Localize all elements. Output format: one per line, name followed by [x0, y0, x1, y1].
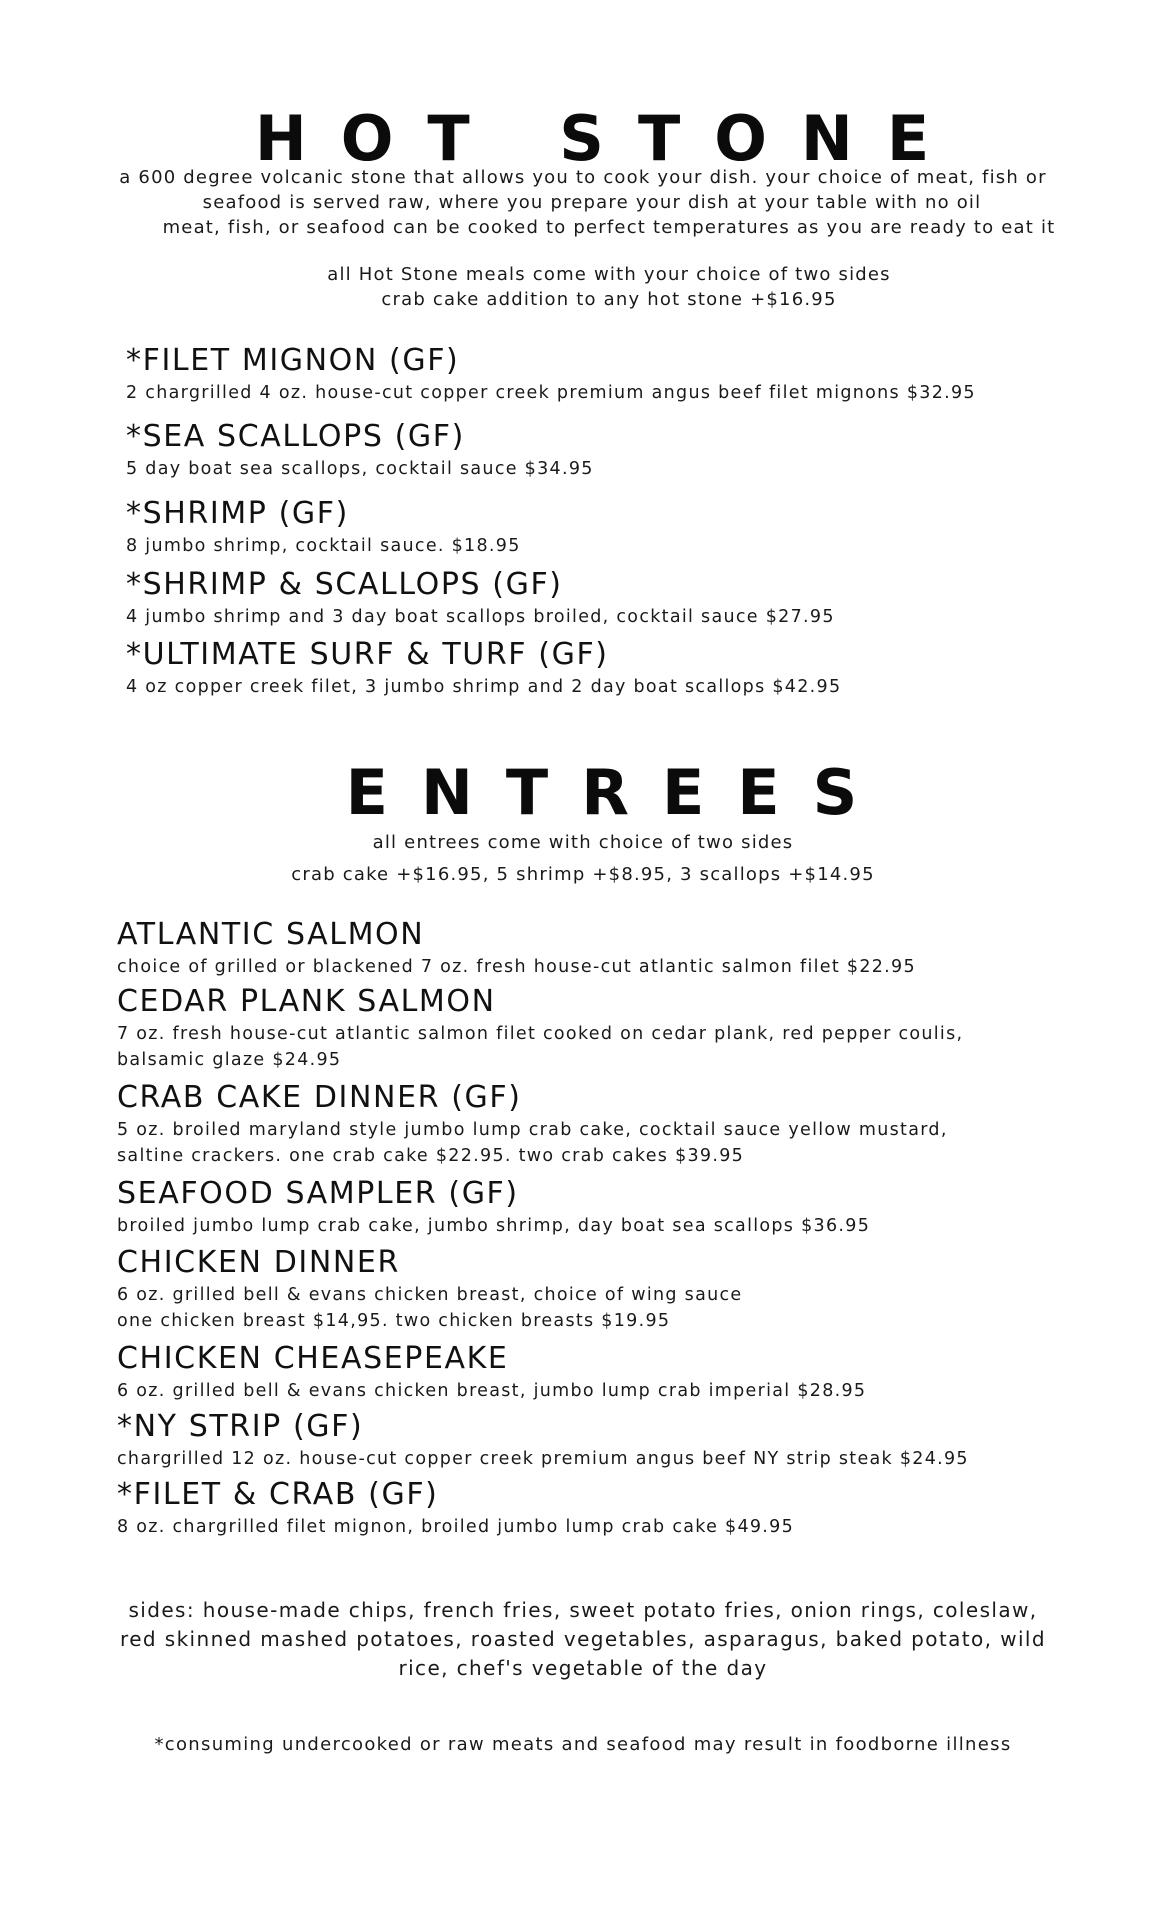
item-name: *SHRIMP & SCALLOPS (GF)	[126, 567, 563, 602]
hot-stone-crab-addition: crab cake addition to any hot stone +$16.95	[381, 289, 837, 310]
item-description: chargrilled 12 oz. house-cut copper creek premium angus beef NY strip steak $24.95	[117, 1449, 969, 1469]
entrees-title: ENTREES	[345, 756, 891, 829]
menu-item-ny-strip	[117, 1410, 969, 1472]
item-name: ATLANTIC SALMON	[117, 917, 425, 952]
entrees-additions: crab cake +$16.95, 5 shrimp +$8.95, 3 scallops +$14.95	[291, 864, 875, 885]
menu-item-ultimate-surf-and-turf	[126, 638, 841, 700]
item-description: 5 day boat sea scallops, cocktail sauce $34.95	[126, 459, 594, 479]
item-description: 2 chargrilled 4 oz. house-cut copper creek premium angus beef filet mignons $32.95	[126, 383, 976, 403]
item-description: 4 oz copper creek filet, 3 jumbo shrimp and 2 day boat scallops $42.95	[126, 677, 842, 697]
item-description: broiled jumbo lump crab cake, jumbo shrimp, day boat sea scallops $36.95	[117, 1216, 871, 1236]
hot-stone-intro-line: a 600 degree volcanic stone that allows you to cook your dish. your choice of meat, fish or	[119, 167, 1047, 188]
item-name: CHICKEN DINNER	[117, 1245, 400, 1280]
sides-line: sides: house-made chips, french fries, sweet potato fries, onion rings, coleslaw,	[128, 1598, 1038, 1622]
item-name: CRAB CAKE DINNER (GF)	[117, 1080, 522, 1115]
health-warning-footnote: *consuming undercooked or raw meats and seafood may result in foodborne illness	[154, 1734, 1012, 1755]
menu-item-filet-and-crab	[117, 1478, 794, 1540]
item-description: 8 oz. chargrilled filet mignon, broiled jumbo lump crab cake $49.95	[117, 1517, 795, 1537]
entrees-sides-note: all entrees come with choice of two sides	[372, 832, 794, 853]
item-description: 6 oz. grilled bell & evans chicken breast, jumbo lump crab imperial $28.95	[117, 1381, 867, 1401]
item-description: one chicken breast $14,95. two chicken breasts $19.95	[117, 1311, 671, 1331]
item-description: choice of grilled or blackened 7 oz. fresh house-cut atlantic salmon filet $22.95	[117, 957, 916, 977]
sides-line: rice, chef's vegetable of the day	[398, 1656, 768, 1680]
menu-item-shrimp-and-scallops	[126, 568, 835, 630]
menu-item-chicken-cheasepeake	[117, 1342, 866, 1404]
menu-item-shrimp	[126, 497, 521, 559]
hot-stone-intro-line: meat, fish, or seafood can be cooked to perfect temperatures as you are ready to eat it	[162, 217, 1056, 238]
item-description: 7 oz. fresh house-cut atlantic salmon filet cooked on cedar plank, red pepper coulis,	[117, 1024, 964, 1044]
menu-item-chicken-dinner	[117, 1246, 743, 1334]
item-name: *FILET & CRAB (GF)	[117, 1477, 439, 1512]
item-description: 4 jumbo shrimp and 3 day boat scallops broiled, cocktail sauce $27.95	[126, 607, 835, 627]
item-description: 5 oz. broiled maryland style jumbo lump crab cake, cocktail sauce yellow mustard,	[117, 1120, 948, 1140]
item-name: *NY STRIP (GF)	[117, 1409, 364, 1444]
item-name: *FILET MIGNON (GF)	[126, 343, 460, 378]
menu-item-filet-mignon	[126, 344, 976, 406]
hot-stone-title: HOT STONE	[254, 102, 964, 175]
item-description: saltine crackers. one crab cake $22.95. two crab cakes $39.95	[117, 1146, 745, 1166]
menu-item-atlantic-salmon	[117, 918, 916, 980]
item-name: *ULTIMATE SURF & TURF (GF)	[126, 637, 609, 672]
item-description: 8 jumbo shrimp, cocktail sauce. $18.95	[126, 536, 521, 556]
menu-item-sea-scallops	[126, 420, 594, 482]
item-name: CHICKEN CHEASEPEAKE	[117, 1341, 509, 1376]
hot-stone-intro-line: seafood is served raw, where you prepare your dish at your table with no oil	[202, 192, 982, 213]
menu-item-crab-cake-dinner	[117, 1081, 948, 1169]
menu-item-cedar-plank-salmon	[117, 985, 963, 1073]
item-description: 6 oz. grilled bell & evans chicken breast, choice of wing sauce	[117, 1285, 743, 1305]
menu-item-seafood-sampler	[117, 1177, 870, 1239]
sides-line: red skinned mashed potatoes, roasted vegetables, asparagus, baked potato, wild	[120, 1627, 1046, 1651]
item-name: CEDAR PLANK SALMON	[117, 984, 496, 1019]
item-name: *SEA SCALLOPS (GF)	[126, 419, 465, 454]
item-name: *SHRIMP (GF)	[126, 496, 349, 531]
item-description: balsamic glaze $24.95	[117, 1050, 342, 1070]
hot-stone-sides-note: all Hot Stone meals come with your choice of two sides	[327, 264, 891, 285]
item-name: SEAFOOD SAMPLER (GF)	[117, 1176, 519, 1211]
